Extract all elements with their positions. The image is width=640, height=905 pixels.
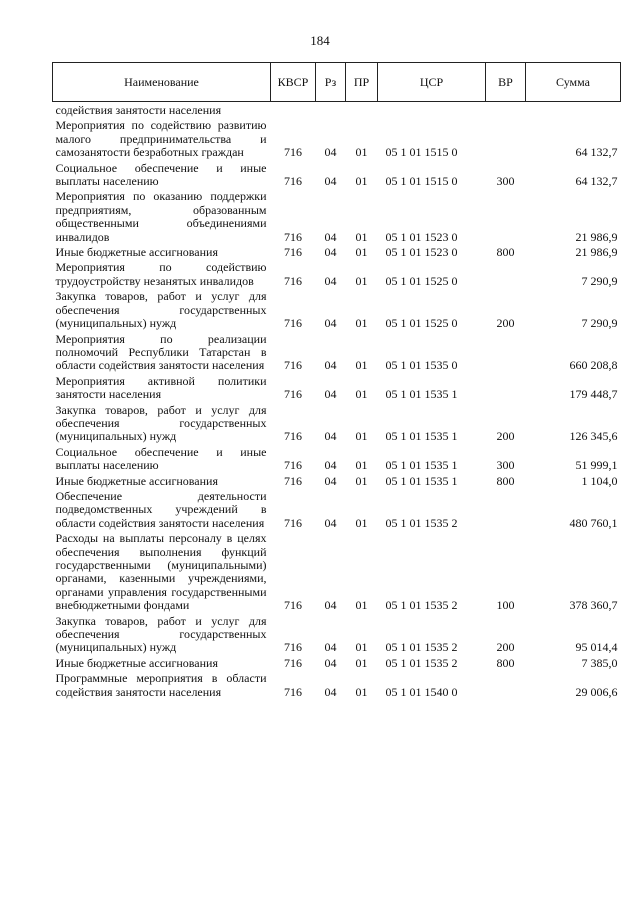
table-row [53, 670, 621, 699]
cell-csr: 05 1 01 1535 0 [385, 358, 458, 373]
cell-name: Обеспечение деятельности подведомственных учреждений в области содействия занятости населения [55, 488, 267, 530]
cell-rz: 04 [324, 655, 337, 670]
cell-csr: 05 1 01 1523 0 [385, 245, 458, 260]
cell-sum: 64 132,7 [575, 145, 618, 160]
cell-sum: 21 986,9 [575, 245, 618, 260]
cell-name: Расходы на выплаты персоналу в целях обеспечения выполнения функций государственными (муниципальными) органами, казенными учреждениями, органами управления государственными внебюджетными фондами [55, 531, 267, 613]
cell-rz: 04 [324, 273, 337, 288]
table-row [53, 331, 621, 373]
cell-sum: 378 360,7 [569, 598, 618, 613]
cell-sum: 51 999,1 [575, 458, 618, 473]
cell-vr: 200 [496, 429, 515, 444]
cell-kvsr: 716 [284, 640, 302, 655]
table-row [53, 288, 621, 330]
cell-name: Социальное обеспечение и иные выплаты населению [55, 160, 267, 189]
cell-kvsr: 716 [284, 245, 302, 260]
cell-name: Мероприятия по реализации полномочий Республики Татарстан в области содействия занятости населения [55, 331, 267, 373]
cell-sum: 126 345,6 [569, 429, 618, 444]
cell-name: Программные мероприятия в области содействия занятости населения [55, 671, 267, 699]
header-csr: ЦСР [378, 63, 486, 102]
cell-pr: 01 [355, 655, 368, 670]
cell-sum: 179 448,7 [569, 387, 618, 402]
cell-csr: 05 1 01 1540 0 [385, 684, 458, 699]
cell-name: Закупка товаров, работ и услуг для обеспечения государственных (муниципальных) нужд [55, 402, 267, 444]
cell-name: содействия занятости населения [55, 103, 222, 117]
cell-csr: 05 1 01 1535 1 [385, 387, 458, 402]
header-vr: ВР [486, 63, 526, 102]
cell-pr: 01 [355, 429, 368, 444]
cell-sum: 21 986,9 [575, 229, 618, 244]
cell-vr: 800 [496, 245, 515, 260]
cell-sum: 7 290,9 [581, 273, 618, 288]
cell-name: Мероприятия по содействию развитию малого предпринимательства и самозанятости безработных граждан [55, 118, 267, 160]
cell-rz: 04 [324, 245, 337, 260]
cell-vr [486, 331, 526, 373]
cell-rz: 04 [324, 515, 337, 530]
cell-csr: 05 1 01 1535 2 [385, 640, 458, 655]
table-row [53, 444, 621, 473]
cell-pr: 01 [355, 145, 368, 160]
cell-rz: 04 [324, 358, 337, 373]
table-row [53, 402, 621, 444]
table-row [53, 188, 621, 244]
cell-pr: 01 [355, 174, 368, 189]
cell-vr [486, 259, 526, 288]
table-row [53, 655, 621, 670]
cell-kvsr: 716 [284, 473, 302, 488]
cell-kvsr: 716 [284, 598, 302, 613]
cell-rz: 04 [324, 387, 337, 402]
cell-pr: 01 [355, 387, 368, 402]
cell-sum: 29 006,6 [575, 684, 618, 699]
cell-kvsr: 716 [284, 229, 302, 244]
cell-kvsr: 716 [284, 316, 302, 331]
cell-rz: 04 [324, 174, 337, 189]
cell-sum: 660 208,8 [569, 358, 618, 373]
cell-sum [526, 102, 621, 118]
cell-pr: 01 [355, 515, 368, 530]
cell-vr [486, 670, 526, 699]
cell-csr: 05 1 01 1535 1 [385, 458, 458, 473]
cell-sum: 7 290,9 [581, 316, 618, 331]
cell-rz: 04 [324, 598, 337, 613]
cell-name: Мероприятия по содействию трудоустройству незанятых инвалидов [55, 260, 267, 288]
header-rz: Рз [316, 63, 346, 102]
cell-name: Мероприятия по оказанию поддержки предприятиям, образованным общественными объединениями инвалидов [55, 189, 267, 244]
cell-csr [378, 102, 486, 118]
table-row [53, 160, 621, 189]
cell-vr: 300 [496, 174, 515, 189]
cell-rz: 04 [324, 473, 337, 488]
cell-name: Иные бюджетные ассигнования [55, 473, 218, 488]
cell-rz: 04 [324, 684, 337, 699]
table-row [53, 488, 621, 530]
cell-kvsr: 716 [284, 655, 302, 670]
table-header-row [53, 63, 621, 102]
cell-vr: 200 [496, 640, 515, 655]
cell-kvsr: 716 [284, 684, 302, 699]
cell-csr: 05 1 01 1525 0 [385, 316, 458, 331]
cell-csr: 05 1 01 1535 1 [385, 473, 458, 488]
cell-rz: 04 [324, 429, 337, 444]
table-row [53, 117, 621, 159]
cell-csr: 05 1 01 1535 2 [385, 515, 458, 530]
cell-csr: 05 1 01 1525 0 [385, 273, 458, 288]
cell-pr: 01 [355, 358, 368, 373]
cell-vr: 800 [496, 473, 515, 488]
cell-kvsr: 716 [284, 429, 302, 444]
cell-kvsr: 716 [284, 387, 302, 402]
cell-kvsr: 716 [284, 515, 302, 530]
table-row [53, 102, 621, 118]
cell-vr: 300 [496, 458, 515, 473]
cell-kvsr: 716 [284, 458, 302, 473]
table-row [53, 613, 621, 655]
cell-sum: 480 760,1 [569, 515, 618, 530]
cell-csr: 05 1 01 1535 1 [385, 429, 458, 444]
cell-kvsr: 716 [284, 145, 302, 160]
cell-pr: 01 [355, 316, 368, 331]
cell-pr: 01 [355, 640, 368, 655]
cell-rz [316, 102, 346, 118]
header-sum: Сумма [526, 63, 621, 102]
cell-name: Закупка товаров, работ и услуг для обеспечения государственных (муниципальных) нужд [55, 289, 267, 331]
cell-name: Мероприятия активной политики занятости населения [55, 373, 267, 402]
cell-pr: 01 [355, 245, 368, 260]
cell-name: Социальное обеспечение и иные выплаты населению [55, 444, 267, 473]
cell-pr: 01 [355, 229, 368, 244]
cell-pr: 01 [355, 598, 368, 613]
budget-table [52, 62, 621, 699]
table-row [53, 259, 621, 288]
cell-csr: 05 1 01 1515 0 [385, 174, 458, 189]
table-row [53, 530, 621, 612]
cell-kvsr: 716 [284, 358, 302, 373]
cell-vr [486, 488, 526, 530]
cell-pr: 01 [355, 684, 368, 699]
table-row [53, 373, 621, 402]
header-kvsr: КВСР [271, 63, 316, 102]
cell-csr: 05 1 01 1535 2 [385, 655, 458, 670]
header-name: Наименование [53, 63, 271, 102]
table-row [53, 473, 621, 488]
cell-vr [486, 188, 526, 244]
cell-sum: 95 014,4 [575, 640, 618, 655]
cell-sum: 1 104,0 [581, 473, 618, 488]
table-body [53, 102, 621, 700]
cell-vr: 100 [496, 598, 515, 613]
page-number: 184 [310, 33, 330, 48]
cell-csr: 05 1 01 1515 0 [385, 145, 458, 160]
cell-sum: 64 132,7 [575, 174, 618, 189]
cell-pr: 01 [355, 458, 368, 473]
cell-vr [486, 117, 526, 159]
budget-table-container [52, 62, 620, 699]
cell-rz: 04 [324, 640, 337, 655]
cell-sum: 7 385,0 [581, 655, 618, 670]
cell-kvsr: 716 [284, 273, 302, 288]
cell-rz: 04 [324, 458, 337, 473]
cell-kvsr [271, 102, 316, 118]
cell-rz: 04 [324, 229, 337, 244]
cell-vr [486, 102, 526, 118]
cell-name: Закупка товаров, работ и услуг для обеспечения государственных (муниципальных) нужд [55, 613, 267, 655]
cell-rz: 04 [324, 316, 337, 331]
cell-vr [486, 373, 526, 402]
cell-name: Иные бюджетные ассигнования [55, 245, 218, 260]
cell-kvsr: 716 [284, 174, 302, 189]
cell-name: Иные бюджетные ассигнования [55, 655, 218, 670]
cell-pr: 01 [355, 273, 368, 288]
cell-pr: 01 [355, 473, 368, 488]
cell-rz: 04 [324, 145, 337, 160]
cell-pr [346, 102, 378, 118]
table-row [53, 244, 621, 259]
cell-csr: 05 1 01 1523 0 [385, 229, 458, 244]
header-pr: ПР [346, 63, 378, 102]
cell-csr: 05 1 01 1535 2 [385, 598, 458, 613]
cell-vr: 200 [496, 316, 515, 331]
cell-vr: 800 [496, 655, 515, 670]
